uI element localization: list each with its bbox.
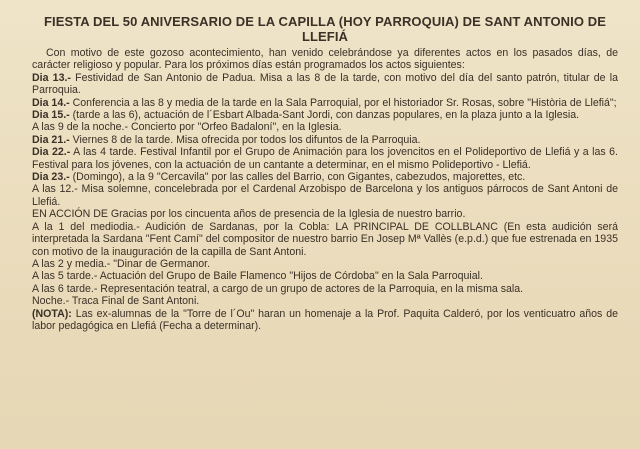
program-entry [32,270,618,282]
program-entry [32,72,618,97]
entry-text: (tarde a las 6), actuación de l´Esbart Albada-Sant Jordi, con danzas populares, en la plaza junto a la Iglesia. [69,109,580,122]
entry-text: Conferencia a las 8 y media de la tarde en la Sala Parroquial, por el historiador Sr. Rosas, sobre "Història de Llefiá"; [69,96,617,109]
note-text: Las ex-alumnas de la "Torre de l´Ou" haran un homenaje a la Prof. Paquita Calderó, por los venticuatro años de labor pedagógica en Llefiá (Fecha a determinar). [32,307,618,332]
article-intro: Con motivo de este gozoso acontecimiento, han venido celebrándose ya diferentes actos en los pasados días, de carácter religioso y popular. Para los próximos días están programados los actos siguientes: [32,47,618,72]
entry-text: A las 4 tarde. Festival Infantil por el Grupo de Animación para los jovencitos en el Polideportivo de Llefiá y a las 6. Festival para los jóvenes, con la actuación de un cantante a determinar, en el mismo Polideportivo - Llefiá. [32,146,618,171]
program-entry [32,121,618,133]
entry-text: A la 1 del mediodia.- Audición de Sardanas, por la Cobla: LA PRINCIPAL DE COLLBLANC (En esta audición será interpretada la Sardana "Fent Camí" del compositor de nuestro barrio En Josep Mª Vallès (e.p.d.) que fue estrenada en 1935 con motivo de la inauguración de la capilla de Sant Antoni. [32,220,618,258]
entry-day: Dia 14.- [32,96,70,109]
program-list [32,72,618,333]
program-note [32,308,618,333]
entry-text: A las 12.- Misa solemne, concelebrada por el Cardenal Arzobispo de Barcelona y los antiguos párrocos de Sant Antoni de Llefiá. [32,183,618,208]
entry-day: Dia 23.- [32,171,70,184]
entry-day: Dia 15.- [32,109,70,122]
program-entry [32,283,618,295]
entry-text: (Domingo), a la 9 "Cercavila" por las calles del Barrio, con Gigantes, cabezudos, majorettes, etc. [69,171,526,184]
program-entry [32,109,618,121]
entry-text: Noche.- Traca Final de Sant Antoni. [32,295,200,308]
entry-text: A las 9 de la noche.- Concierto por "Orfeo Badaloní", en la Iglesia. [32,121,342,134]
entry-day: Dia 13.- [32,71,71,84]
program-entry [32,295,618,307]
entry-text: A las 5 tarde.- Actuación del Grupo de Baile Flamenco "Hijos de Córdoba" en la Sala Parroquial. [32,270,483,283]
program-entry [32,171,618,183]
note-label: (NOTA): [32,307,72,320]
program-entry [32,134,618,146]
program-entry [32,146,618,171]
entry-day: Dia 21.- [32,133,70,146]
program-entry [32,183,618,208]
program-entry [32,221,618,258]
program-entry [32,208,618,220]
entry-text: Viernes 8 de la tarde. Misa ofrecida por todos los difuntos de la Parroquia. [69,133,421,146]
entry-text: A las 6 tarde.- Representación teatral, a cargo de un grupo de actores de la Parroquia, en la misma sala. [32,282,524,295]
entry-day: Dia 22.- [32,146,71,159]
entry-text: Festividad de San Antonio de Padua. Misa a las 8 de la tarde, con motivo del día del santo patrón, titular de la Parroquia. [32,71,618,97]
article-title: FIESTA DEL 50 ANIVERSARIO DE LA CAPILLA (HOY PARROQUIA) DE SANT ANTONIO DE LLEFIÁ [43,14,607,44]
entry-text: A las 2 y media.- "Dinar de Germanor. [32,257,211,270]
program-entry [32,97,618,109]
program-entry [32,258,618,270]
entry-text: EN ACCIÓN DE Gracias por los cincuenta años de presencia de la Iglesia de nuestro barrio. [32,208,466,221]
